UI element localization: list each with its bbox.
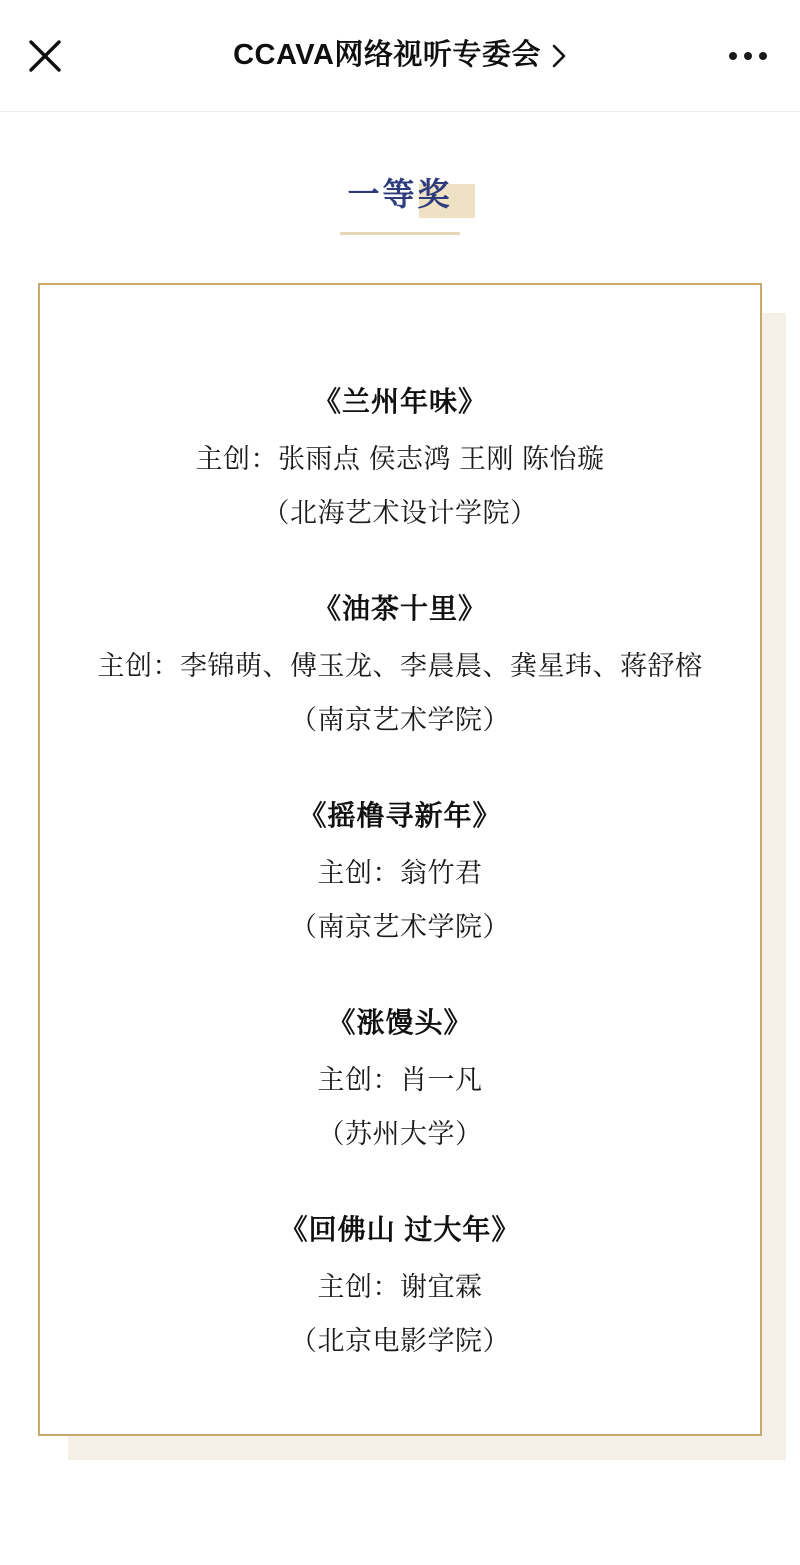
entry-organization: （苏州大学）: [317, 1119, 483, 1150]
award-heading-section: [0, 174, 800, 235]
close-icon[interactable]: [22, 33, 68, 79]
entry-organization: （北海艺术设计学院）: [262, 498, 538, 529]
more-options-icon[interactable]: [722, 36, 774, 76]
entry-organization: （南京艺术学院）: [290, 912, 510, 943]
list-item: [54, 1002, 746, 1155]
winners-card-wrapper: [38, 283, 762, 1436]
more-dot: [744, 52, 752, 60]
award-title: 一等奖: [347, 176, 453, 212]
entry-title: 《回佛山 过大年》: [279, 1213, 521, 1245]
entry-creators: 主创：张雨点 侯志鸿 王刚 陈怡璇: [195, 443, 605, 474]
account-title-button[interactable]: [233, 41, 567, 70]
more-dot: [729, 52, 737, 60]
entry-organization: （南京艺术学院）: [290, 705, 510, 736]
page-title: CCAVA网络视听专委会: [233, 39, 541, 71]
list-item: [54, 795, 746, 948]
list-item: [54, 381, 746, 534]
top-navigation-bar: [0, 0, 800, 112]
chevron-right-icon: [551, 43, 567, 69]
entry-title: 《摇橹寻新年》: [298, 799, 502, 831]
entry-creators: 主创：谢宜霖: [317, 1271, 483, 1302]
entry-creators: 主创：翁竹君: [317, 857, 483, 888]
winners-card: [38, 283, 762, 1436]
entry-title: 《油茶十里》: [312, 592, 487, 624]
entry-creators: 主创：肖一凡: [317, 1064, 483, 1095]
list-item: [54, 1209, 746, 1362]
entry-title: 《兰州年味》: [312, 385, 487, 417]
more-dot: [759, 52, 767, 60]
list-item: [54, 588, 746, 741]
entry-title: 《涨馒头》: [327, 1006, 473, 1038]
award-title-box: [337, 174, 462, 216]
entry-creators: 主创：李锦萌、傅玉龙、李晨晨、龚星玮、蒋舒榕: [97, 650, 703, 681]
entry-organization: （北京电影学院）: [290, 1326, 510, 1357]
award-underline: [340, 232, 460, 235]
